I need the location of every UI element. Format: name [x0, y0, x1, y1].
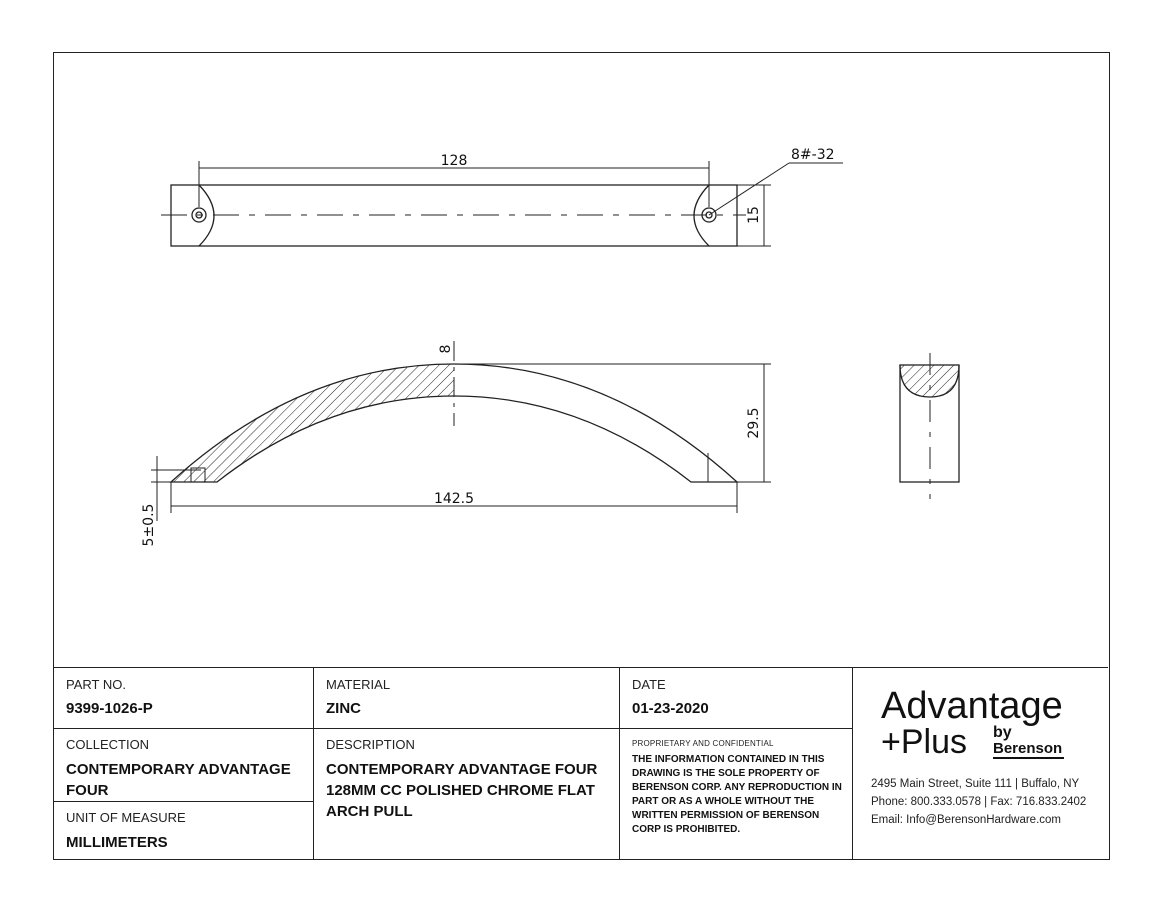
legal-body: THE INFORMATION CONTAINED IN THIS DRAWING IS THE SOLE PROPERTY OF BERENSON CORP. ANY REPRODUCTION IN PART OR AS A WHOLE WITHOUT THE WRITTEN PERMISSION OF BERENSON CORP IS PROHIBITED.	[632, 754, 842, 835]
dim-label-5: 5±0.5	[141, 503, 157, 547]
material-cell	[314, 668, 620, 729]
unit-value: MILLIMETERS	[66, 834, 168, 851]
brand-phone: Phone: 800.333.0578 | Fax: 716.833.2402	[871, 796, 1087, 808]
end-view	[900, 353, 959, 499]
description-cell	[314, 729, 620, 860]
drawing-sheet	[53, 52, 1110, 860]
dim-label-142-5: 142.5	[433, 491, 475, 507]
brand-email: Email: Info@BerensonHardware.com	[871, 814, 1062, 826]
date-value: 01-23-2020	[632, 700, 709, 717]
top-view	[161, 161, 843, 246]
brand-logo-advantage: Advantage	[881, 685, 1063, 727]
unit-label: UNIT OF MEASURE	[66, 810, 186, 825]
part-no-cell	[54, 668, 314, 729]
brand-logo-berenson: Berenson	[993, 740, 1063, 757]
dim-label-128: 128	[440, 153, 468, 169]
brand-logo-by: by	[993, 724, 1012, 741]
material-label: MATERIAL	[326, 677, 391, 692]
date-label: DATE	[632, 677, 666, 692]
material-value: ZINC	[326, 700, 361, 717]
description-value: CONTEMPORARY ADVANTAGE FOUR 128MM CC POLISHED CHROME FLAT ARCH PULL	[326, 761, 598, 820]
description-label: DESCRIPTION	[326, 737, 415, 752]
brand-cell	[853, 668, 1108, 860]
brand-logo-plus: +Plus	[881, 723, 967, 761]
title-block	[54, 667, 1108, 860]
legal-title: PROPRIETARY AND CONFIDENTIAL	[632, 739, 774, 748]
collection-value: CONTEMPORARY ADVANTAGE FOUR	[66, 761, 291, 799]
collection-label: COLLECTION	[66, 737, 150, 752]
date-cell	[620, 668, 853, 729]
dim-label-8: 8	[438, 344, 454, 354]
unit-cell	[54, 802, 314, 860]
part-no-label: PART NO.	[66, 677, 126, 692]
dim-label-15: 15	[746, 206, 762, 224]
dim-label-29-5: 29.5	[746, 407, 762, 439]
brand-address: 2495 Main Street, Suite 111 | Buffalo, NY	[871, 778, 1080, 790]
technical-drawing	[54, 53, 1111, 667]
part-no-value: 9399-1026-P	[66, 700, 153, 717]
legal-cell	[620, 729, 853, 860]
collection-cell	[54, 729, 314, 802]
hole-callout-label: 8#-32	[791, 147, 835, 163]
